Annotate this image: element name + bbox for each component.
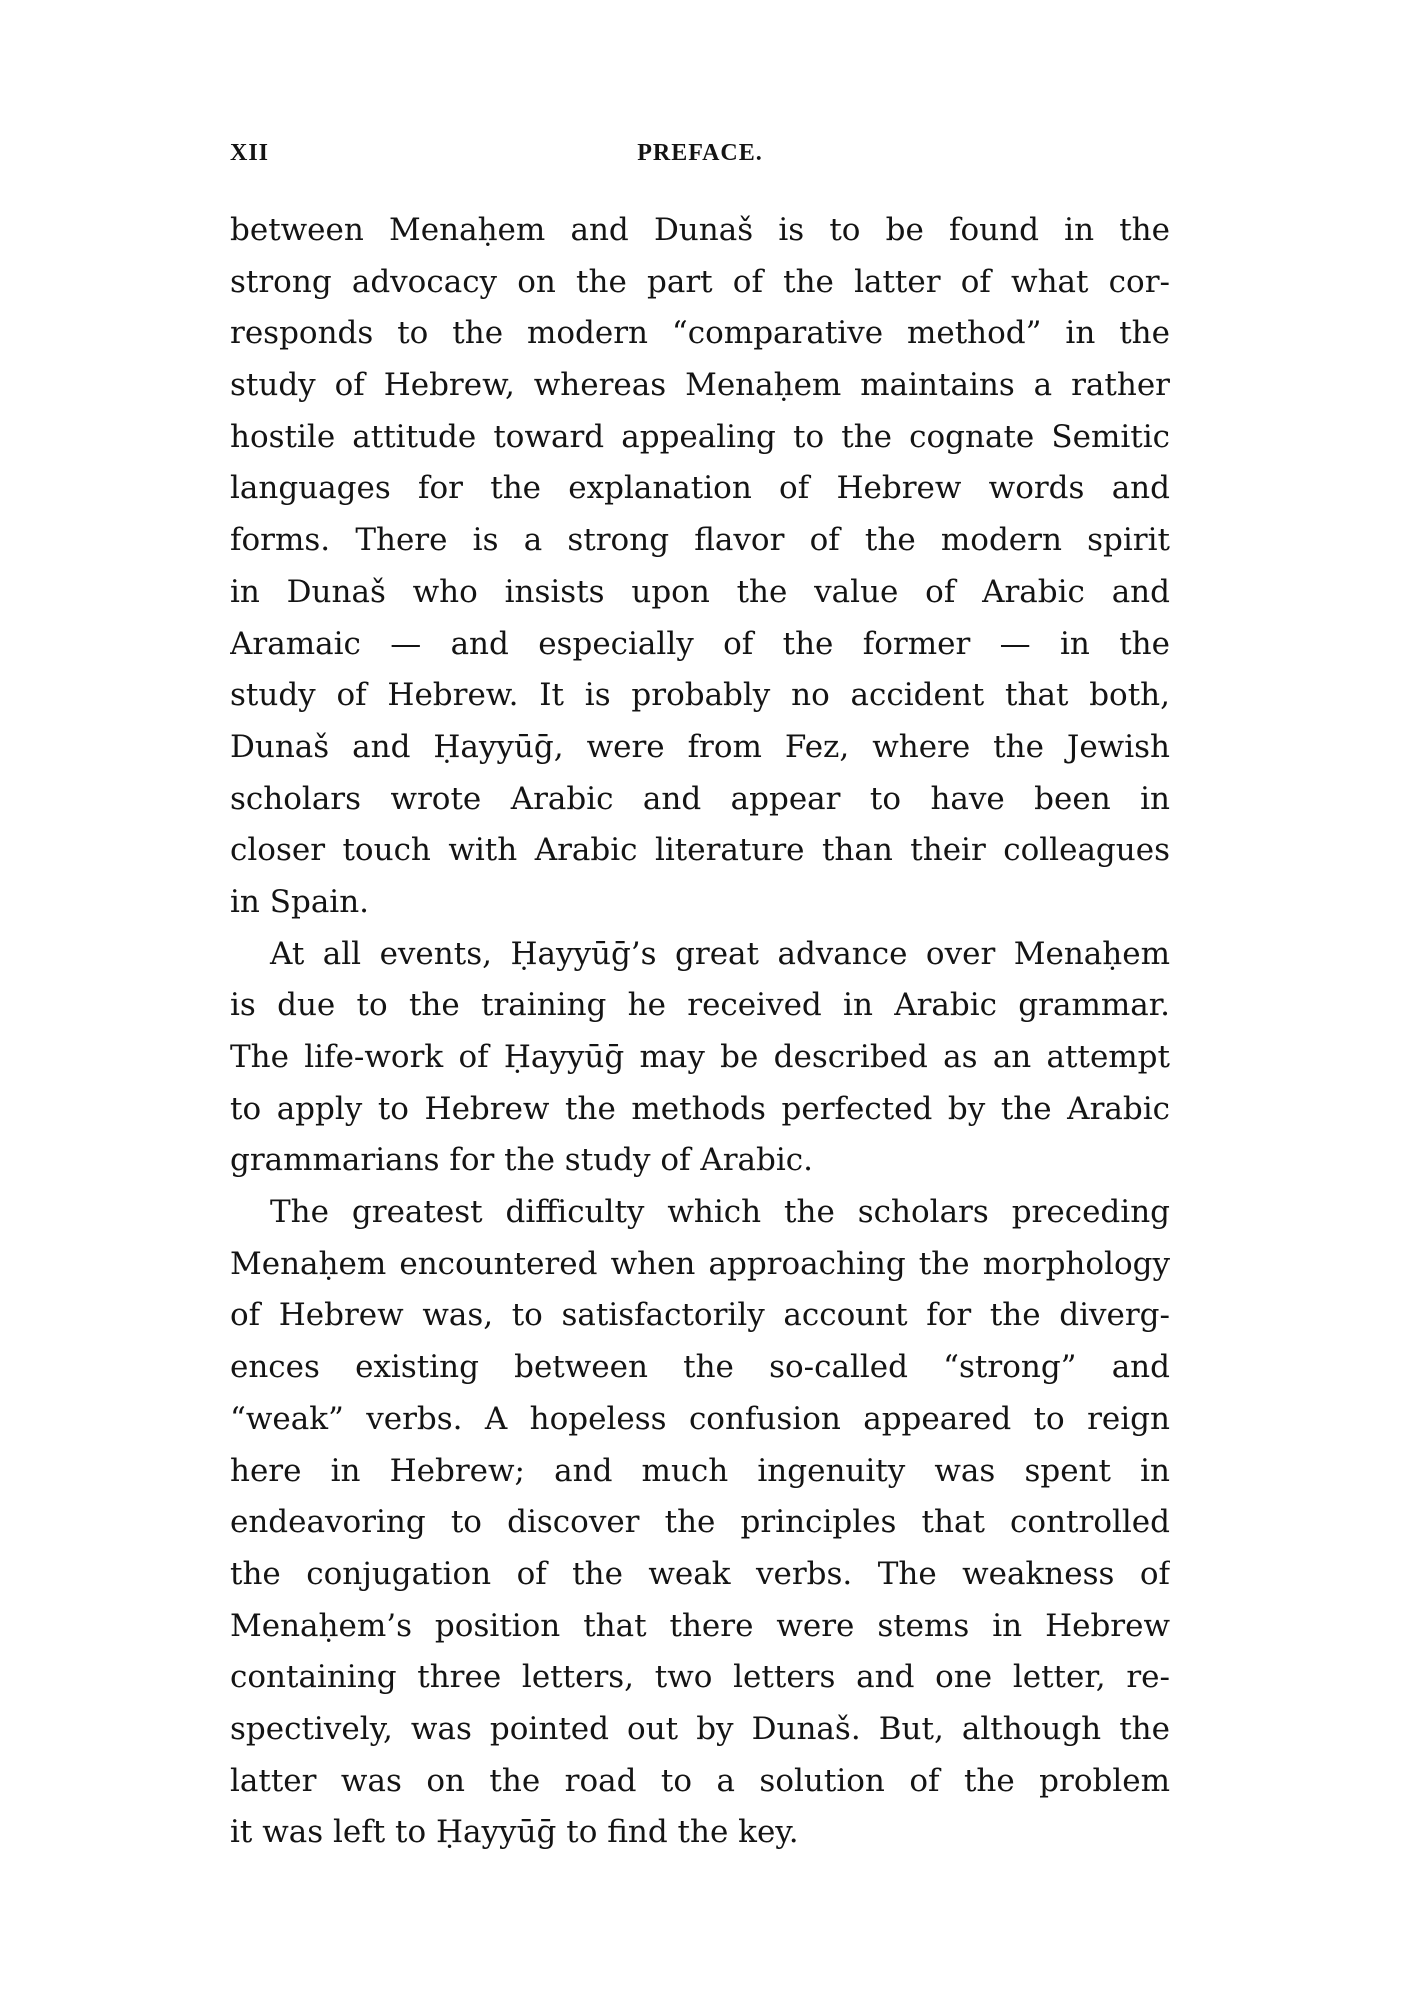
text-line: to apply to Hebrew the methods perfected by the Arabic [230,1090,1170,1127]
text-line: between Menaḥem and Dunaš is to be found in the [230,212,1170,248]
text-line: study of Hebrew. It is probably no accident that both, [230,677,1170,714]
text-line: At all events, Ḥayyūḡ’s great advance over Menaḥem [270,935,1170,972]
text-line: in Dunaš who insists upon the value of Arabic and [230,573,1170,610]
paragraph-2 [230,929,1170,1187]
text-line: here in Hebrew; and much ingenuity was spent in [230,1452,1170,1489]
text-line: ences existing between the so-called “strong” and [230,1349,1170,1386]
text-line: “weak” verbs. A hopeless confusion appeared to reign [230,1400,1170,1437]
text-line: scholars wrote Arabic and appear to have been in [230,780,1170,817]
text-line: forms. There is a strong flavor of the modern spirit [230,522,1170,559]
text-line: responds to the modern “comparative method” in the [230,315,1170,352]
text-line: languages for the explanation of Hebrew words and [230,470,1170,507]
text-line: The life-work of Ḥayyūḡ may be described as an attempt [230,1039,1170,1075]
text-line: study of Hebrew, whereas Menaḥem maintains a rather [230,367,1170,404]
body-text [230,205,1170,1859]
text-line: Dunaš and Ḥayyūḡ, were from Fez, where the Jewish [230,728,1170,765]
text-line: it was left to Ḥayyūḡ to find the key. [230,1814,799,1851]
running-head [230,140,1170,180]
text-line: the conjugation of the weak verbs. The weakness of [230,1555,1170,1592]
text-line: The greatest difficulty which the scholars preceding [270,1194,1170,1231]
text-line: is due to the training he received in Arabic grammar. [230,987,1170,1024]
text-line: strong advocacy on the part of the latter of what cor- [230,263,1170,300]
page-number: XII [230,140,270,166]
text-line: Aramaic — and especially of the former — in the [230,625,1170,662]
text-line: in Spain. [230,883,370,920]
text-line: spectively, was pointed out by Dunaš. But, although the [230,1710,1170,1747]
text-line: of Hebrew was, to satisfactorily account for the diverg- [230,1297,1170,1334]
text-line: Menaḥem’s position that there were stems in Hebrew [230,1607,1170,1644]
text-line: Menaḥem encountered when approaching the morphology [230,1245,1170,1282]
text-line: closer touch with Arabic literature than their colleagues [230,832,1170,869]
running-title: PREFACE. [637,140,763,166]
text-line: endeavoring to discover the principles that controlled [230,1504,1170,1541]
paragraph-1 [230,205,1170,929]
text-line: containing three letters, two letters and one letter, re- [230,1659,1170,1696]
paragraph-3 [230,1187,1170,1859]
text-line: latter was on the road to a solution of the problem [230,1762,1170,1799]
text-line: hostile attitude toward appealing to the cognate Semitic [230,418,1170,455]
text-line: grammarians for the study of Arabic. [230,1142,813,1179]
